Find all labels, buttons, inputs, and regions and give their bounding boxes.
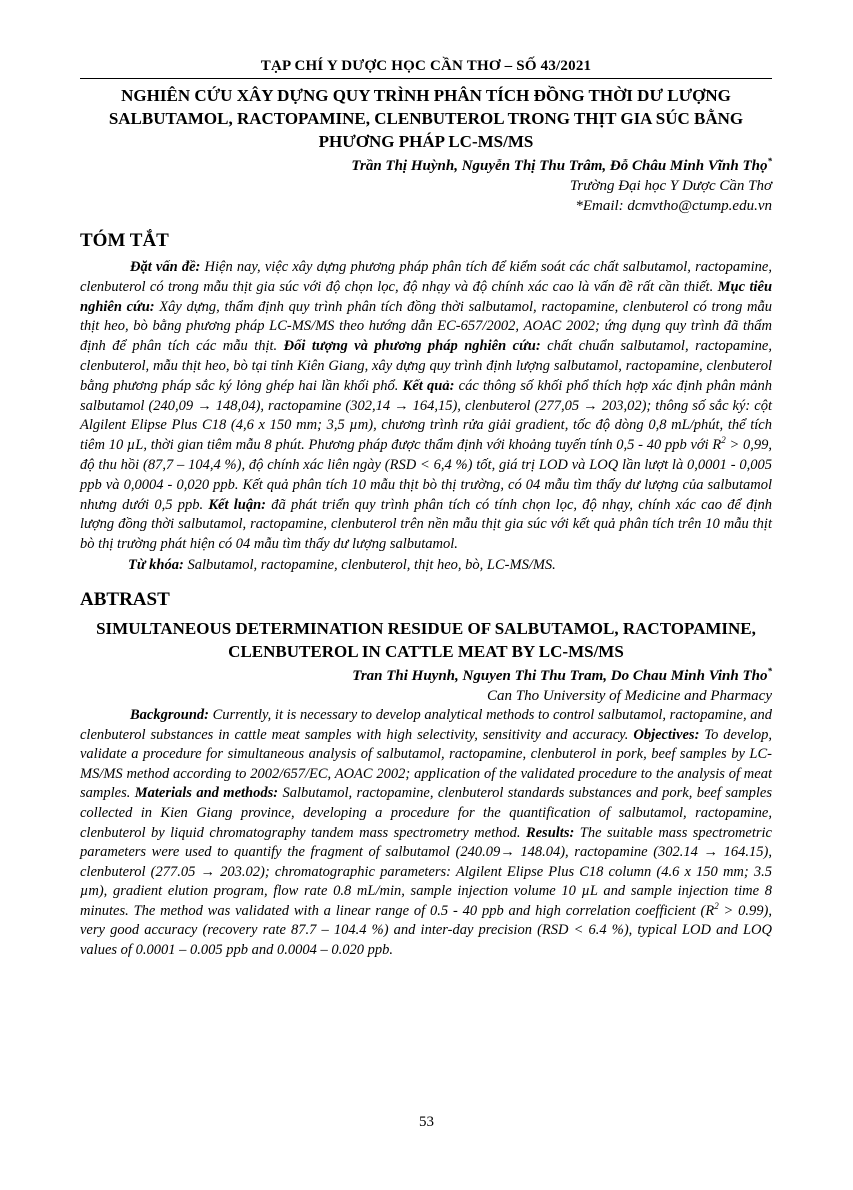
vn-text-objectives: Xây dựng, thẩm định quy trình phân tích đồng thời salbutamol, ractopamine, clenbuterol có trong mẫu thịt heo, bò bằng phương pháp LC-MS/MS theo hướng dẫn EC-657/2002, AOAC 2002; ứng dụng quy trình đã thẩm định để phân tích các mẫu thịt. [80, 298, 772, 355]
en-text-methods: Salbutamol, ractopamine, clenbuterol standards substances and pork, beef samples collected in Kien Giang province, developing a procedure for the quantification of salbutamol, ractopamine, clenbuterol by liquid chromatography tandem mass spectrometry method. [80, 785, 773, 841]
en-authors [80, 666, 772, 686]
en-abstract [80, 706, 772, 961]
vn-label-background: Đặt vấn đề: [130, 259, 201, 275]
vn-label-conclusion: Kết luận: [208, 496, 266, 513]
en-r2-sup: 2 [714, 901, 719, 912]
en-text-objectives: To develop, validate a procedure for simultaneous analysis of salbutamol, ractopamine, clenbuterol in pork, beef samples by LC-MS/MS method according to 2002/657/EC, AOAC 2002; application of the validated procedure to the analysis of meat samples. [80, 726, 772, 802]
en-label-results: Results: [525, 824, 575, 841]
vn-email: *Email: dcmvtho@ctump.edu.vn [575, 198, 772, 214]
vn-keywords-text: Salbutamol, ractopamine, clenbuterol, thịt heo, bò, LC-MS/MS. [183, 556, 556, 573]
en-author-mark: * [767, 665, 772, 676]
vn-abstract [80, 258, 772, 555]
vn-label-methods: Đối tượng và phương pháp nghiên cứu: [283, 338, 541, 355]
en-text-results-a: The suitable mass spectrometric parameters were used to quantify the fragment of salbutamol (240.09→ 148.04), ractopamine (302.14 → 164.15), clenbuterol (277.05 → 203.02); chromatographic parameters: Algilent Elipse Plus C18 column (4.6 x 150 mm; 3.5 µm), gradient elution program, flow rate 0.8 mL/min, sample injection volume 10 µL and sample injection time 8 minutes. The method was validated with a linear range of 0.5 - 40 ppb and high correlation coefficient (R [80, 824, 772, 919]
vn-label-results: Kết quả: [402, 377, 455, 394]
vn-keywords-label: Từ khóa: [128, 556, 184, 573]
vn-text-background: Hiện nay, việc xây dựng phương pháp phân tích để kiểm soát các chất salbutamol, ractopamine, clenbuterol có trong mẫu thịt gia súc với độ chọn lọc, độ nhạy và độ chính xác cao là vấn đề rất cần thiết. [80, 259, 772, 295]
paper-page [80, 58, 772, 961]
vn-label-objectives: Mục tiêu nghiên cứu: [80, 278, 773, 315]
vn-author-names: Trần Thị Huỳnh, Nguyễn Thị Thu Trâm, Đỗ Châu Minh Vĩnh Thọ [351, 158, 768, 174]
vn-text-conclusion: đã phát triển quy trình phân tích có tính chọn lọc, độ nhạy, chính xác cao để định lượng đồng thời salbutamol, ractopamine, clenbuterol trên nền mẫu thịt gia súc với kết quả phân tích trên 10 mẫu thịt bò thị trường phát hiện có 04 mẫu tìm thấy dư lượng salbutamol. [80, 496, 773, 553]
en-title: SIMULTANEOUS DETERMINATION RESIDUE OF SALBUTAMOL, RACTOPAMINE, CLENBUTEROL IN CATTLE MEAT BY LC-MS/MS [96, 618, 756, 661]
en-text-results-b: > 0.99), very good accuracy (recovery rate 87.7 – 104.4 %) and inter-day precision (RSD < 6.4 %), typical LOD and LOQ values of 0.0001 – 0.005 ppb and 0.0004 – 0.020 ppb. [80, 902, 772, 959]
vn-affiliation: Trường Đại học Y Dược Cần Thơ [569, 178, 772, 194]
vn-text-methods: chất chuẩn salbutamol, ractopamine, clenbuterol, mẫu thịt heo, bò tại tỉnh Kiên Giang, xây dựng quy trình định lượng salbutamol, ractopamine, clenbuterol bằng phương pháp sắc ký lỏng ghép hai lần khối phổ. [80, 338, 772, 394]
vn-author-mark: * [767, 156, 772, 166]
en-section-heading: ABTRAST [80, 588, 170, 610]
en-label-objectives: Objectives: [633, 726, 700, 743]
vn-authors [80, 156, 772, 176]
page-number: 53 [419, 1114, 434, 1130]
journal-header: TẠP CHÍ Y DƯỢC HỌC CẦN THƠ – SỐ 43/2021 [80, 58, 772, 79]
en-label-background: Background: [130, 706, 209, 723]
vn-text-results-b: > 0,99, độ thu hồi (87,7 – 104,4 %), độ chính xác liên ngày (RSD < 6,4 %) tốt, giá trị LOD và LOQ lần lượt là 0,0001 - 0,005 ppb và 0,0004 - 0,020 ppb. Kết quả phân tích 10 mẫu thịt bò thị trường, có 04 mẫu tìm thấy dư lượng của salbutamol nhưng dưới 0,5 ppb. [80, 437, 772, 513]
vn-section-heading: TÓM TẮT [80, 230, 169, 251]
vn-text-results-a: các thông số khối phổ thích hợp xác định phân mảnh salbutamol (240,09 → 148,04), ractopamine (302,14 → 164,15), clenbuterol (277,05 → 203,02); thông số sắc ký: cột Algilent Elipse Plus C18 (4,6 x 150 mm; 3,5 µm), chương trình rửa giải gradient, tốc độ dòng 0,8 mL/phút, thể tích tiêm 10 µL, thời gian tiêm mẫu 8 phút. Phương pháp được thẩm định với khoảng tuyến tính 0,5 - 40 ppb với R [80, 377, 772, 454]
en-author-names: Tran Thi Huynh, Nguyen Thi Thu Tram, Do Chau Minh Vinh Tho [352, 667, 768, 684]
en-affiliation: Can Tho University of Medicine and Pharmacy [487, 687, 772, 704]
vn-keywords [128, 555, 772, 575]
en-text-background: Currently, it is necessary to develop analytical methods to control salbutamol, ractopamine, and clenbuterol substances in cattle meat samples with high selectivity, sensitivity and accuracy. [80, 706, 772, 743]
vn-r2-sup: 2 [721, 435, 726, 446]
en-label-methods: Materials and methods: [134, 785, 279, 802]
vn-title: NGHIÊN CỨU XÂY DỰNG QUY TRÌNH PHÂN TÍCH ĐỒNG THỜI DƯ LƯỢNG SALBUTAMOL, RACTOPAMINE, CLENBUTEROL TRONG THỊT GIA SÚC BẰNG PHƯƠNG PHÁP LC-MS/MS [108, 86, 744, 151]
